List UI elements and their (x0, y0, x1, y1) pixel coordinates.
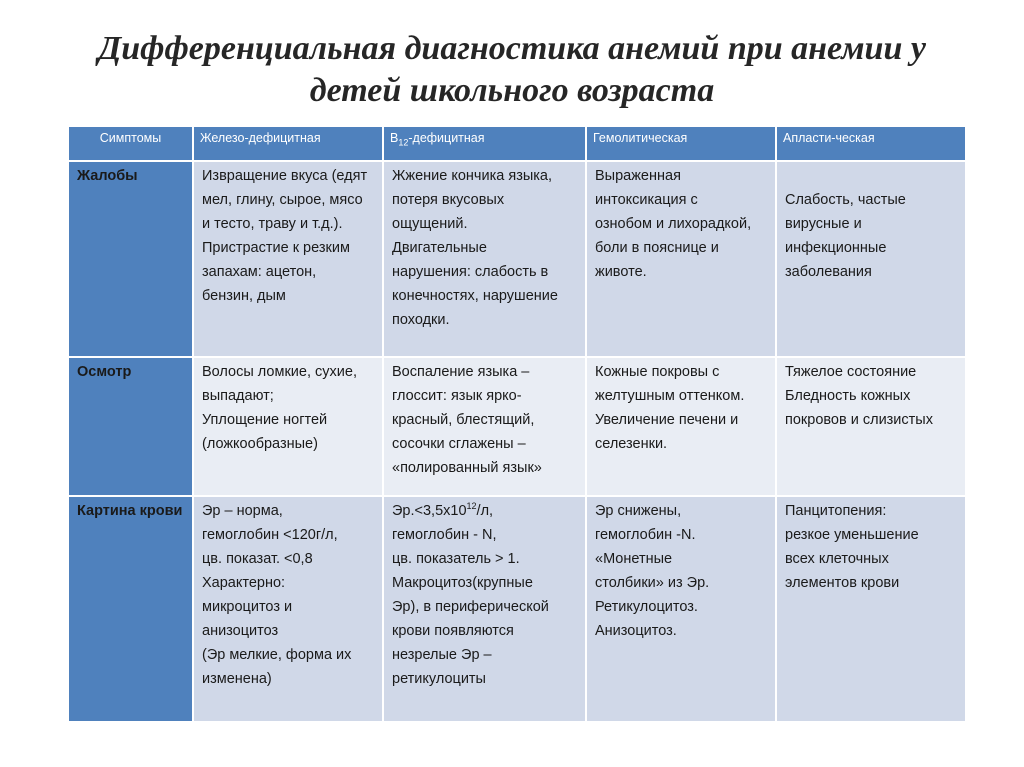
header-iron-deficiency: Железо-дефицитная (193, 126, 383, 161)
row-label-complaints: Жалобы (68, 161, 193, 357)
cell-hemolytic-complaints: Выраженная интоксикация с ознобом и лихорадкой, боли в пояснице и животе. (586, 161, 776, 357)
title-line-1: Дифференциальная диагностика анемий при анемии у (98, 30, 926, 67)
title-line-2: детей школьного возраста (309, 72, 715, 109)
header-symptoms: Симптомы (68, 126, 193, 161)
cell-hemolytic-blood: Эр снижены, гемоглобин -N. «Монетные столбики» из Эр. Ретикулоцитоз. Анизоцитоз. (586, 496, 776, 722)
row-label-examination: Осмотр (68, 357, 193, 496)
table-row (68, 496, 966, 722)
cell-aplastic-blood: Панцитопения: резкое уменьшение всех клеточных элементов крови (776, 496, 966, 722)
cell-iron-examination: Волосы ломкие, сухие, выпадают; Уплощение ногтей (ложкообразные) (193, 357, 383, 496)
cell-iron-blood: Эр – норма, гемоглобин <120г/л, цв. показат. <0,8 Характерно: микроцитоз и анизоцитоз (Эр мелкие, форма их изменена) (193, 496, 383, 722)
anemia-comparison-table (67, 125, 967, 723)
table-row (68, 357, 966, 496)
header-aplastic: Апласти-ческая (776, 126, 966, 161)
header-row (68, 126, 966, 161)
page-title (40, 28, 984, 112)
table-row (68, 161, 966, 357)
cell-iron-complaints: Извращение вкуса (едят мел, глину, сырое, мясо и тесто, траву и т.д.). Пристрастие к резким запахам: ацетон, бензин, дым (193, 161, 383, 357)
cell-aplastic-examination: Тяжелое состояние Бледность кожных покровов и слизистых (776, 357, 966, 496)
cell-b12-complaints: Жжение кончика языка, потеря вкусовых ощущений. Двигательные нарушения: слабость в конечностях, нарушение походки. (383, 161, 586, 357)
cell-hemolytic-examination: Кожные покровы с желтушным оттенком. Увеличение печени и селезенки. (586, 357, 776, 496)
header-hemolytic: Гемолитическая (586, 126, 776, 161)
cell-b12-blood: $Эр.<3,5х10^{12}/л$, гемоглобин - N, цв. показатель > 1. Макроцитоз(крупные Эр), в периферической крови появляются незрелые Эр – ретикулоциты (383, 496, 586, 722)
cell-b12-examination: Воспаление языка – глоссит: язык ярко- красный, блестящий, сосочки сглажены – «полированный язык» (383, 357, 586, 496)
cell-aplastic-complaints: Слабость, частые вирусные и инфекционные заболевания (776, 161, 966, 357)
row-label-blood-picture: Картина крови (68, 496, 193, 722)
header-b12-deficiency: $В_{12}$-дефицитная (383, 126, 586, 161)
